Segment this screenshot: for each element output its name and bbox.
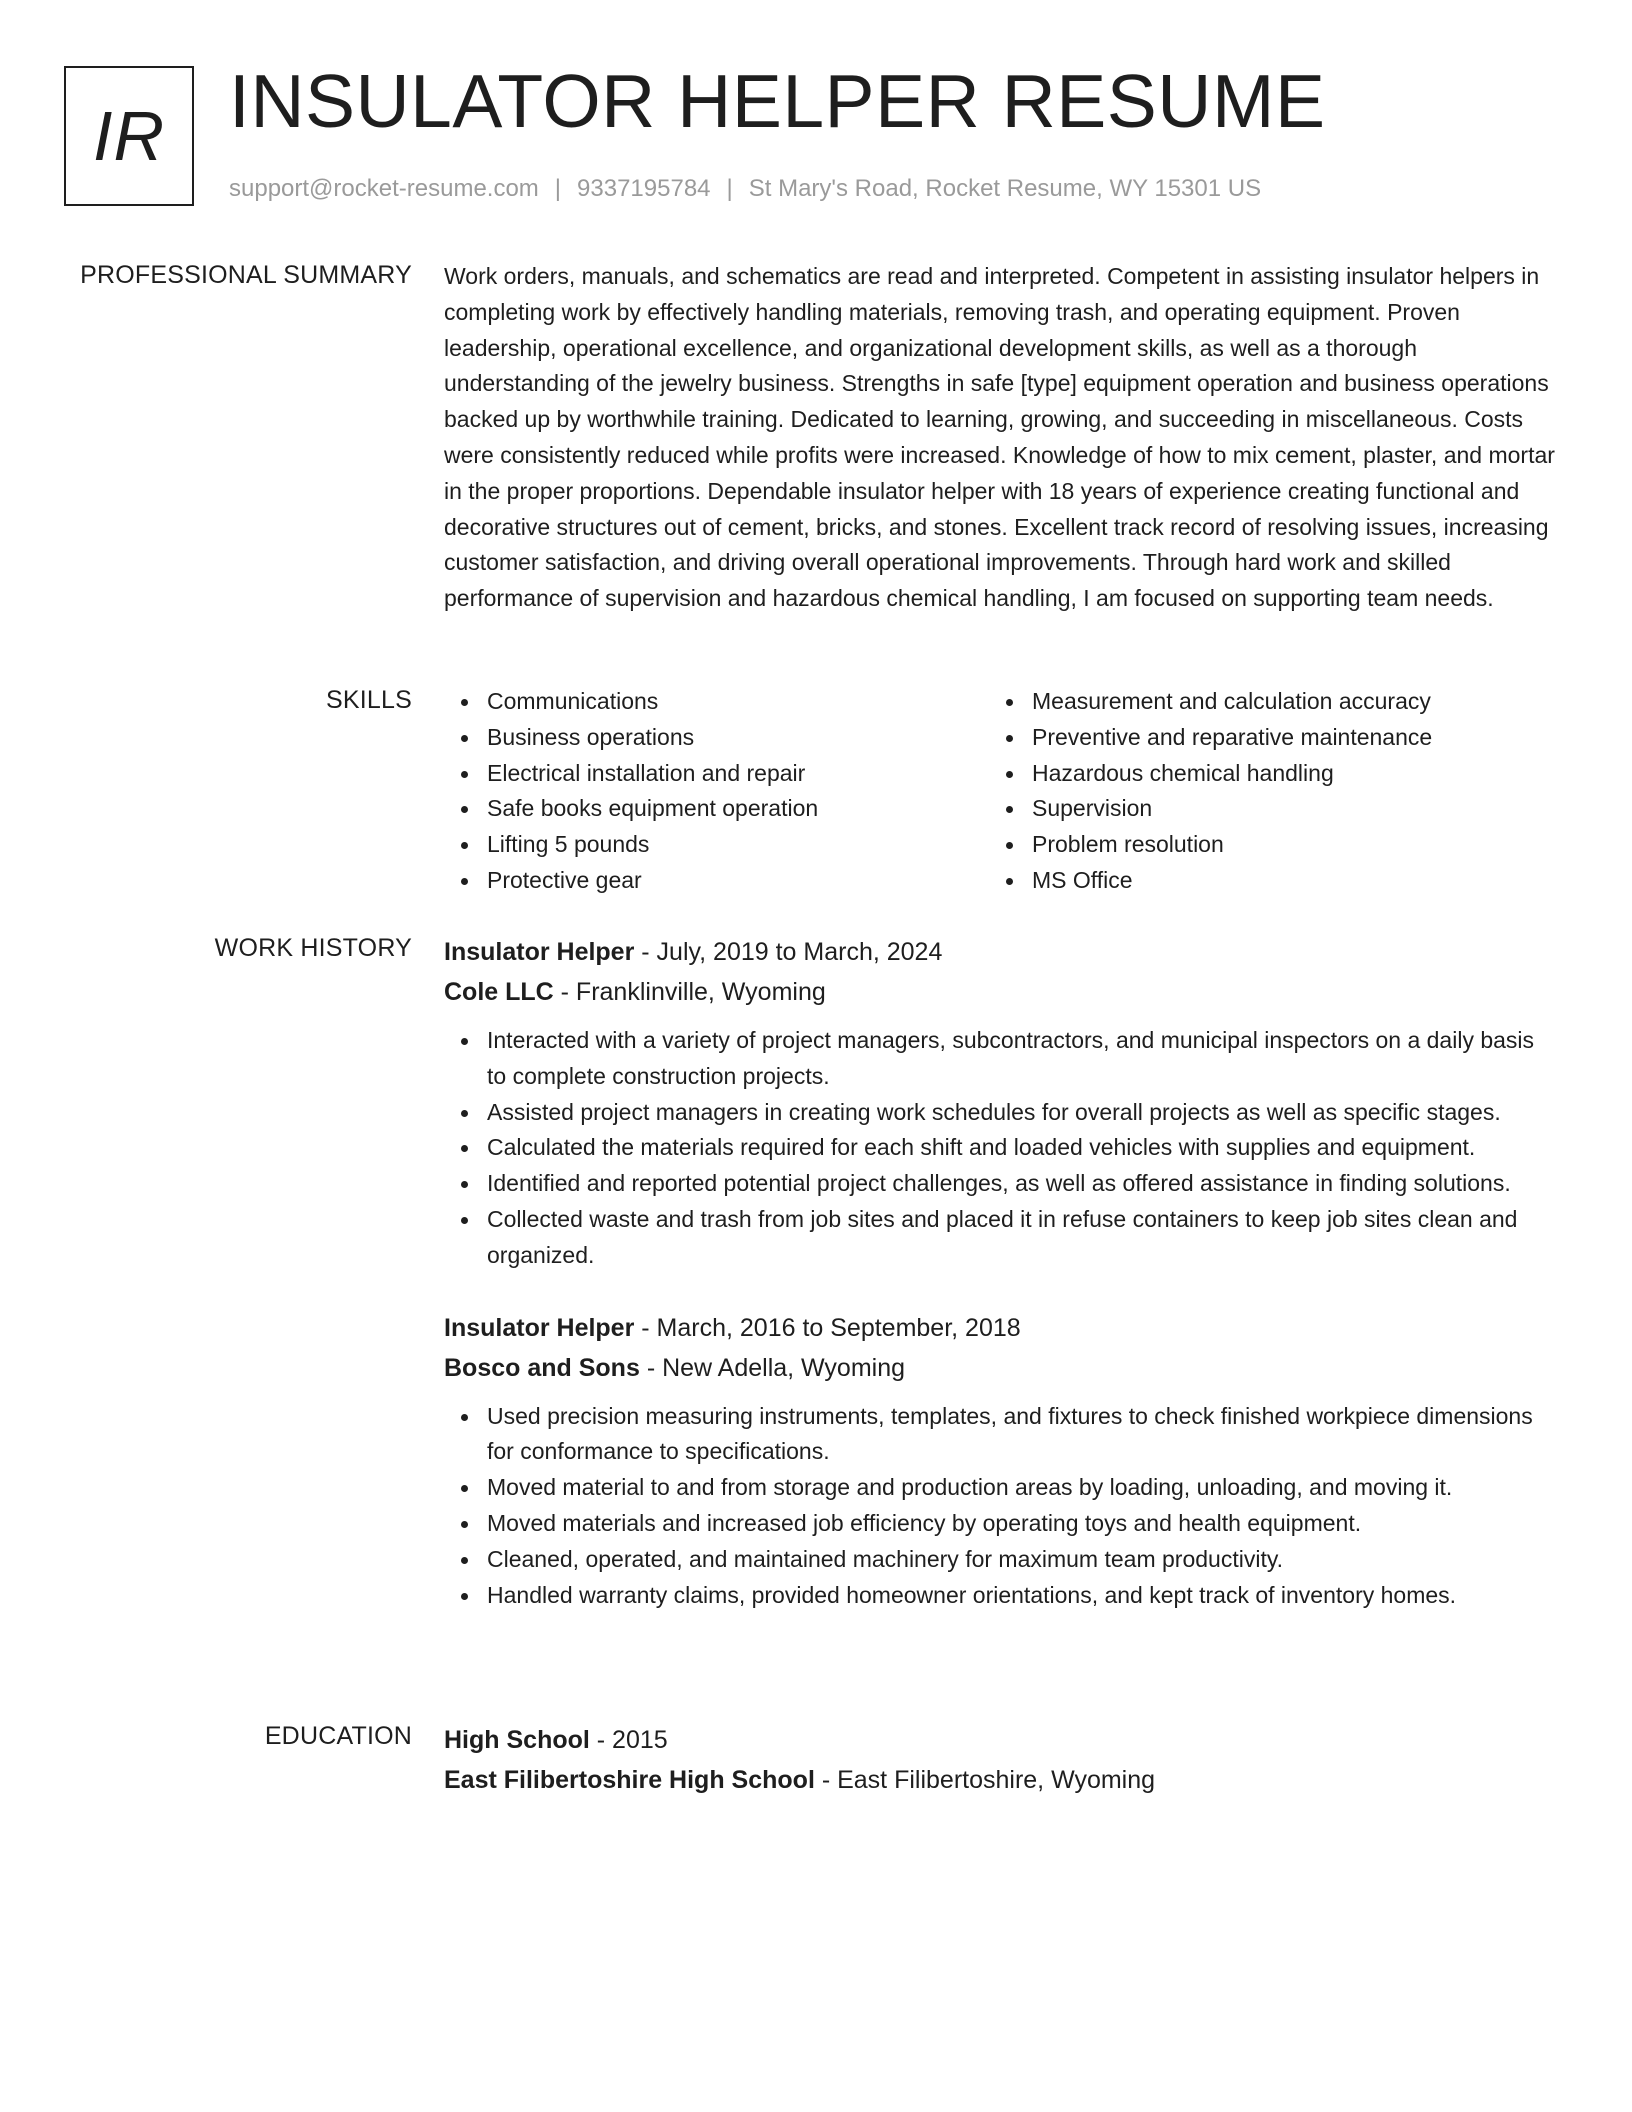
contact-address: St Mary's Road, Rocket Resume, WY 15301 US xyxy=(748,175,1262,202)
job-company-line xyxy=(444,1348,1556,1388)
section-label-work-history: WORK HISTORY xyxy=(214,934,412,962)
education-school-line xyxy=(444,1760,1556,1800)
skills-column-left xyxy=(444,684,989,899)
job-bullet: Assisted project managers in creating work schedules for overall projects as well as specific stages. xyxy=(444,1095,1556,1131)
education-degree-line xyxy=(444,1720,1556,1760)
summary-body xyxy=(444,259,1556,617)
skills-column-right xyxy=(989,684,1534,899)
section-label-summary: PROFESSIONAL SUMMARY xyxy=(80,261,412,289)
skill-item: Hazardous chemical handling xyxy=(989,756,1534,792)
contact-line xyxy=(229,173,1261,205)
job-dates: - March, 2016 to September, 2018 xyxy=(634,1313,1021,1342)
job-title: Insulator Helper xyxy=(444,1313,635,1342)
skill-item: Protective gear xyxy=(444,863,989,899)
contact-email[interactable]: support@rocket-resume.com xyxy=(229,175,539,202)
job-bullet: Interacted with a variety of project managers, subcontractors, and municipal inspectors on a daily basis to complete construction projects. xyxy=(444,1023,1556,1095)
job-dates: - July, 2019 to March, 2024 xyxy=(634,938,943,966)
skill-item: Communications xyxy=(444,684,989,720)
job-bullet: Used precision measuring instruments, templates, and fixtures to check finished workpiece dimensions for conformance to specifications. xyxy=(444,1399,1556,1471)
monogram-logo: IR xyxy=(64,66,194,206)
contact-separator: | xyxy=(554,175,562,202)
job-title-line xyxy=(444,1308,1556,1348)
contact-separator: | xyxy=(726,175,733,202)
resume-title: INSULATOR HELPER RESUME xyxy=(229,59,1326,143)
skill-item: Safe books equipment operation xyxy=(444,791,989,827)
job-bullet: Moved materials and increased job efficiency by operating toys and health equipment. xyxy=(444,1506,1556,1542)
skill-item: Measurement and calculation accuracy xyxy=(989,684,1534,720)
job-bullets xyxy=(444,1399,1556,1614)
job-bullet: Identified and reported potential project challenges, as well as offered assistance in finding solutions. xyxy=(444,1166,1556,1202)
job-company: Bosco and Sons xyxy=(444,1353,640,1382)
contact-phone[interactable]: 9337195784 xyxy=(577,175,711,202)
skill-item: Business operations xyxy=(444,720,989,756)
job-location: - Franklinville, Wyoming xyxy=(553,978,826,1006)
skill-item: Problem resolution xyxy=(989,827,1534,863)
skill-item: Lifting 5 pounds xyxy=(444,827,989,863)
job-bullet: Moved material to and from storage and production areas by loading, unloading, and moving it. xyxy=(444,1470,1556,1506)
job-bullet: Cleaned, operated, and maintained machinery for maximum team productivity. xyxy=(444,1542,1556,1578)
job-bullet: Collected waste and trash from job sites and placed it in refuse containers to keep job sites clean and organized. xyxy=(444,1202,1556,1274)
job-company: Cole LLC xyxy=(444,978,554,1006)
skill-item: Preventive and reparative maintenance xyxy=(989,720,1534,756)
job-bullet: Handled warranty claims, provided homeowner orientations, and kept track of inventory homes. xyxy=(444,1578,1556,1614)
skill-item: Supervision xyxy=(989,791,1534,827)
job-title: Insulator Helper xyxy=(444,938,635,966)
job-title-line xyxy=(444,932,1556,972)
education-location: - East Filibertoshire, Wyoming xyxy=(814,1766,1156,1794)
work-history-body xyxy=(444,932,1556,1613)
summary-text: Work orders, manuals, and schematics are read and interpreted. Competent in assisting insulator helpers in completing work by effectively handling materials, removing trash, and operating equipment. Proven leadership, operational excellence, and organizational development skills, as well as a thorough understanding of the jewelry business. Strengths in safe [type] equipment operation and business operations backed up by worthwhile training. Dedicated to learning, growing, and succeeding in miscellaneous. Costs were consistently reduced while profits were increased. Knowledge of how to mix cement, plaster, and mortar in the proper proportions. Dependable insulator helper with 18 years of experience creating functional and decorative structures out of cement, bricks, and stones. Excellent track record of resolving issues, increasing customer satisfaction, and driving overall operational improvements. Through hard work and skilled performance of supervision and hazardous chemical handling, I am focused on supporting team needs. xyxy=(444,263,1555,612)
job-location: - New Adella, Wyoming xyxy=(639,1353,906,1382)
skills-grid xyxy=(444,684,1556,899)
education-year: - 2015 xyxy=(589,1726,668,1754)
section-label-education: EDUCATION xyxy=(264,1722,412,1750)
job-bullet: Calculated the materials required for each shift and loaded vehicles with supplies and equipment. xyxy=(444,1130,1556,1166)
job-entry xyxy=(444,932,1556,1274)
job-entry xyxy=(444,1308,1556,1614)
section-label-skills: SKILLS xyxy=(326,686,412,714)
education-body xyxy=(444,1720,1556,1800)
education-degree: High School xyxy=(444,1726,590,1754)
job-company-line xyxy=(444,972,1556,1012)
skill-item: Electrical installation and repair xyxy=(444,756,989,792)
education-school: East Filibertoshire High School xyxy=(444,1766,815,1794)
job-bullets xyxy=(444,1023,1556,1274)
skills-body xyxy=(444,684,1556,899)
skill-item: MS Office xyxy=(989,863,1534,899)
